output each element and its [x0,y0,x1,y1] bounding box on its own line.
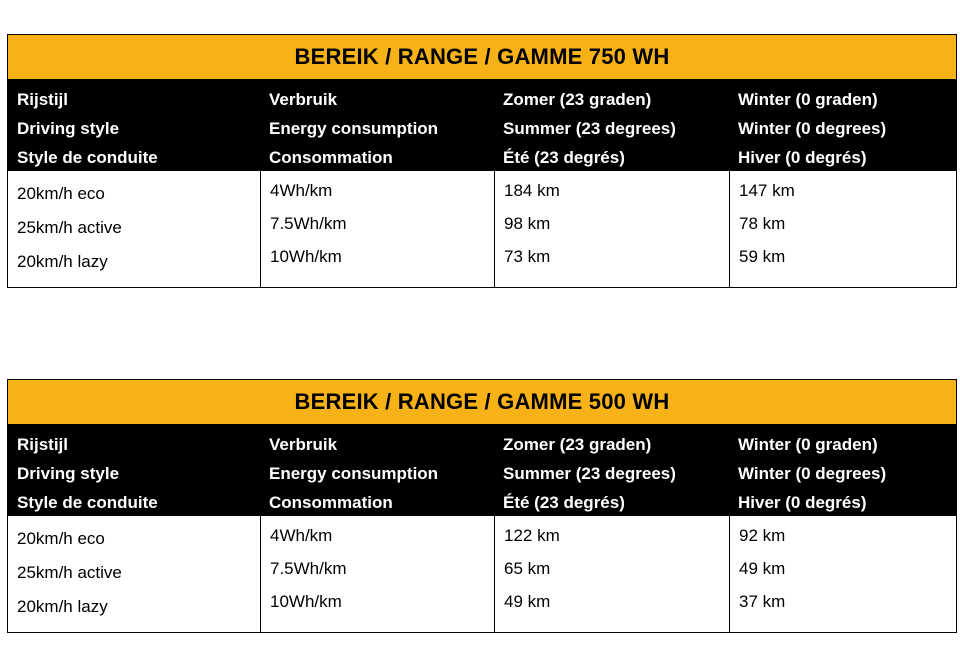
table-cell: 184 km [504,181,560,200]
range-table-750wh [7,34,957,288]
column-consumption [260,171,494,287]
column-summer-range [494,516,729,632]
table-cell: 4Wh/km [270,526,333,545]
column-driving-style [8,171,260,287]
header-label-fr: Consommation [269,493,393,512]
column-winter-range [729,171,956,287]
header-label-fr: Consommation [269,148,393,167]
header-label-nl: Zomer (23 graden) [503,90,652,109]
table-cell: 20km/h eco [17,529,105,548]
table-cell: 10Wh/km [270,247,342,266]
table-cell: 20km/h lazy [17,252,108,271]
header-consumption [260,424,494,517]
table-cell: 122 km [504,526,560,545]
header-label-en: Energy consumption [269,119,439,138]
header-winter [729,79,956,172]
table-title: BEREIK / RANGE / GAMME 750 WH [8,35,956,79]
table-header [8,79,956,171]
header-label-en: Summer (23 degrees) [503,119,676,138]
table-body [8,516,956,632]
column-summer-range [494,171,729,287]
table-cell: 25km/h active [17,218,122,237]
header-label-en: Driving style [17,464,120,483]
header-label-en: Winter (0 degrees) [738,119,887,138]
table-cell: 25km/h active [17,563,122,582]
table-cell: 92 km [739,526,786,545]
header-label-fr: Style de conduite [17,493,158,512]
header-summer [494,79,729,172]
header-label-en: Summer (23 degrees) [503,464,676,483]
header-label-nl: Verbruik [269,90,338,109]
table-cell: 59 km [739,247,786,266]
table-cell: 7.5Wh/km [270,559,347,578]
table-cell: 4Wh/km [270,181,333,200]
table-cell: 7.5Wh/km [270,214,347,233]
table-cell: 49 km [504,592,551,611]
range-table-500wh [7,379,957,633]
header-winter [729,424,956,517]
header-summer [494,424,729,517]
table-cell: 98 km [504,214,551,233]
table-cell: 73 km [504,247,551,266]
table-cell: 65 km [504,559,551,578]
header-label-nl: Rijstijl [17,90,69,109]
header-driving-style [8,79,260,172]
header-label-nl: Verbruik [269,435,338,454]
header-label-en: Driving style [17,119,120,138]
header-driving-style [8,424,260,517]
header-label-fr: Style de conduite [17,148,158,167]
header-label-fr: Hiver (0 degrés) [738,148,867,167]
table-body [8,171,956,287]
table-cell: 37 km [739,592,786,611]
table-header [8,424,956,516]
column-driving-style [8,516,260,632]
column-consumption [260,516,494,632]
table-title: BEREIK / RANGE / GAMME 500 WH [8,380,956,424]
column-winter-range [729,516,956,632]
header-label-fr: Hiver (0 degrés) [738,493,867,512]
table-cell: 147 km [739,181,795,200]
header-label-fr: Été (23 degrés) [503,493,625,512]
header-label-en: Energy consumption [269,464,439,483]
header-label-en: Winter (0 degrees) [738,464,887,483]
header-label-nl: Winter (0 graden) [738,435,878,454]
table-cell: 20km/h eco [17,184,105,203]
header-label-fr: Été (23 degrés) [503,148,625,167]
table-cell: 49 km [739,559,786,578]
header-label-nl: Zomer (23 graden) [503,435,652,454]
table-cell: 20km/h lazy [17,597,108,616]
table-cell: 10Wh/km [270,592,342,611]
table-cell: 78 km [739,214,786,233]
header-label-nl: Winter (0 graden) [738,90,878,109]
header-consumption [260,79,494,172]
header-label-nl: Rijstijl [17,435,69,454]
